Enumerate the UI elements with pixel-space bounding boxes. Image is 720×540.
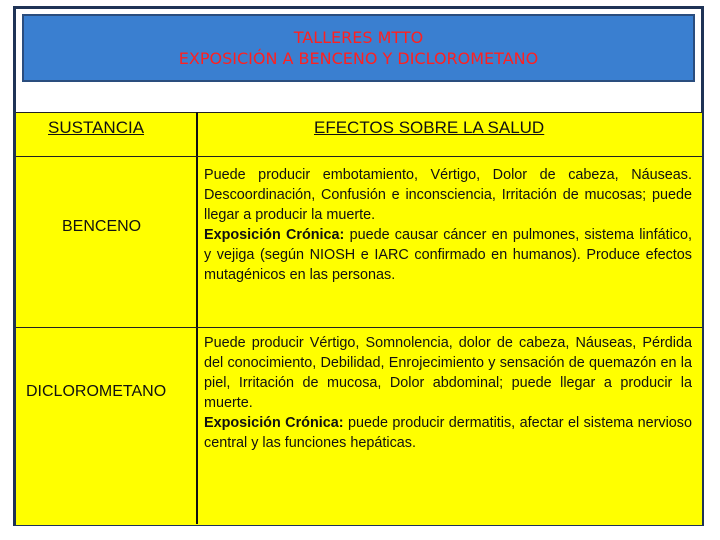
substance-benceno: BENCENO (62, 218, 142, 235)
effects-benceno (204, 165, 692, 285)
chronic-effects-diclorometano (204, 413, 692, 453)
title-banner (22, 14, 695, 82)
header-substance: SUSTANCIA (48, 118, 145, 137)
chronic-label: Exposición Crónica: (204, 227, 345, 243)
column-divider (196, 112, 198, 524)
row-divider-rows (16, 327, 702, 328)
row-divider-header (16, 156, 702, 157)
banner-title-line2: EXPOSICIÓN A BENCENO Y DICLOROMETANO (178, 49, 539, 68)
banner-title-line1: TALLERES MTTO (293, 28, 424, 47)
chronic-effects-benceno (204, 225, 692, 285)
acute-effects-diclorometano: Puede producir Vértigo, Somnolencia, dolor de cabeza, Náuseas, Pérdida del conocimiento, Debilidad, Enrojecimiento y sensación de quemazón en la piel, Irritación de mucosa, Dolor abdominal; puede llegar a producir la muerte. (204, 335, 692, 411)
acute-effects-benceno: Puede producir embotamiento, Vértigo, Dolor de cabeza, Náuseas. Descoordinación, Confusión e inconsciencia, Irritación de mucosas; puede llegar a producir la muerte. (204, 167, 692, 223)
chronic-text: puede causar cáncer en pulmones, sistema linfático, y vejiga (según NIOSH e IARC confirmado en humanos). Produce efectos mutagénicos en las personas. (204, 227, 692, 283)
substance-diclorometano: DICLOROMETANO (26, 383, 167, 400)
effects-diclorometano (204, 333, 692, 453)
header-effects: EFECTOS SOBRE LA SALUD (314, 118, 545, 137)
chronic-label: Exposición Crónica: (204, 415, 344, 431)
chronic-text: puede producir dermatitis, afectar el sistema nervioso central y las funciones hepáticas. (204, 415, 692, 451)
